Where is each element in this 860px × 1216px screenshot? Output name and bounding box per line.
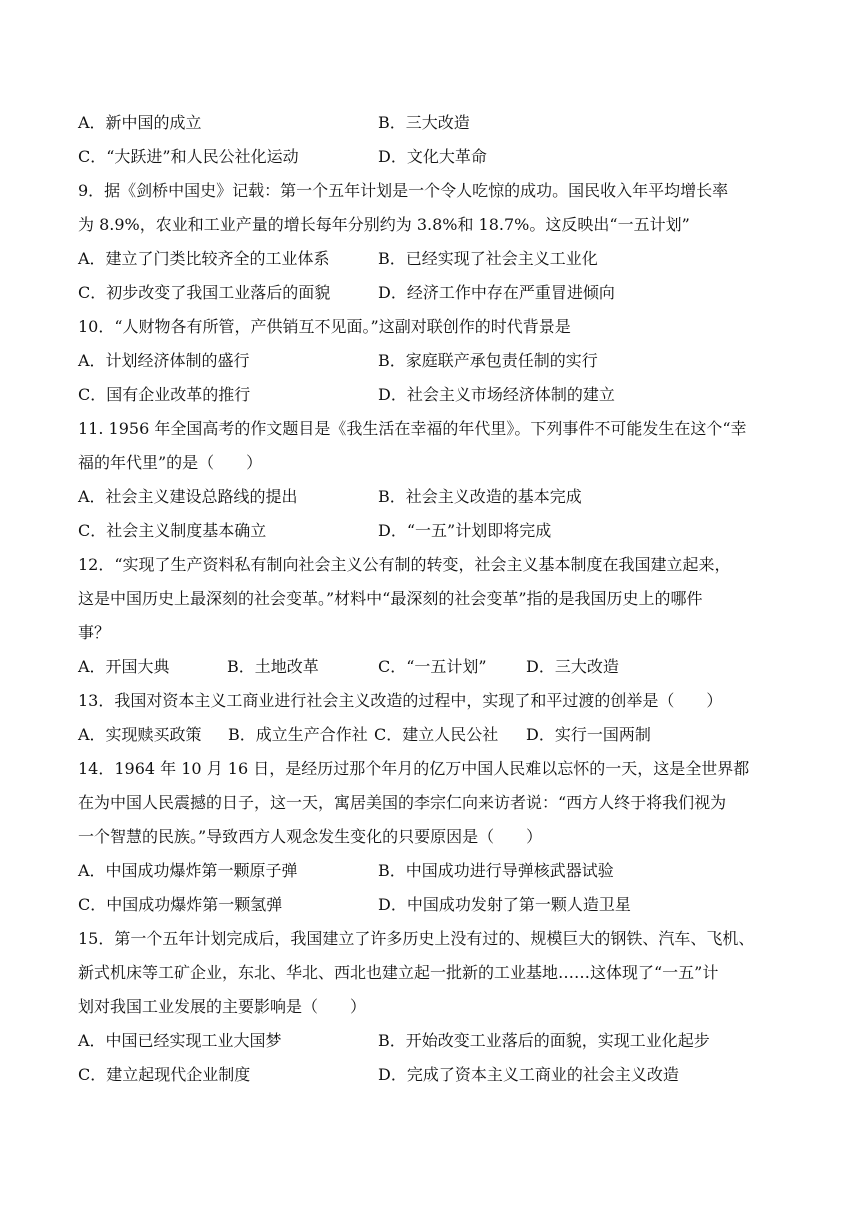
q11-option-c[interactable]: C．社会主义制度基本确立: [78, 521, 267, 540]
q10-options-row-2: [78, 378, 790, 412]
q14-stem-line-2: 在为中国人民震撼的日子，这一天，寓居美国的李宗仁向来访者说：“西方人终于将我们视为: [78, 793, 727, 812]
q11-option-b[interactable]: B．社会主义改造的基本完成: [378, 487, 582, 506]
q9-option-b[interactable]: B．已经实现了社会主义工业化: [378, 249, 598, 268]
q15-stem-line-3: 划对我国工业发展的主要影响是（ ）: [78, 997, 367, 1016]
q14-option-a[interactable]: A．中国成功爆炸第一颗原子弹: [78, 861, 298, 880]
q15-options-row-1: [78, 1024, 790, 1058]
q10-option-d[interactable]: D．社会主义市场经济体制的建立: [378, 385, 615, 404]
q15-stem-line-1: 15．第一个五年计划完成后，我国建立了许多历史上没有过的、规模巨大的钢铁、汽车、飞机、: [78, 929, 755, 948]
q9-options-row-2: [78, 276, 790, 310]
q8-option-a[interactable]: A．新中国的成立: [78, 113, 202, 132]
q9-option-a[interactable]: A．建立了门类比较齐全的工业体系: [78, 249, 330, 268]
q15-option-d[interactable]: D．完成了资本主义工商业的社会主义改造: [378, 1065, 679, 1084]
q11-options-row-1: [78, 480, 790, 514]
q8-options-row-2: [78, 140, 790, 174]
q15-option-c[interactable]: C．建立起现代企业制度: [78, 1065, 251, 1084]
q8-option-d[interactable]: D．文化大革命: [378, 147, 487, 166]
q10-option-a[interactable]: A．计划经济体制的盛行: [78, 351, 250, 370]
q8-option-c[interactable]: C．“大跃进”和人民公社化运动: [78, 147, 299, 166]
q14-options-row-2: [78, 888, 790, 922]
q8-option-b[interactable]: B．三大改造: [378, 113, 470, 132]
q11-stem-line-2: 福的年代里”的是（ ）: [78, 453, 263, 472]
q12-options-row: [78, 650, 790, 684]
q14-stem-line-3: 一个智慧的民族。”导致西方人观念发生变化的只要原因是（ ）: [78, 827, 543, 846]
q12-stem-line-1: 12．“实现了生产资料私有制向社会主义公有制的转变，社会主义基本制度在我国建立起来，: [78, 555, 731, 574]
q14-option-b[interactable]: B．中国成功进行导弹核武器试验: [378, 861, 614, 880]
q12-option-b[interactable]: B．土地改革: [227, 657, 319, 676]
q12-option-c[interactable]: C．“一五计划”: [378, 657, 487, 676]
q10-option-b[interactable]: B．家庭联产承包责任制的实行: [378, 351, 598, 370]
q11-option-a[interactable]: A．社会主义建设总路线的提出: [78, 487, 298, 506]
q10-option-c[interactable]: C．国有企业改革的推行: [78, 385, 251, 404]
q13-option-a[interactable]: A．实现赎买政策: [78, 725, 202, 744]
q9-option-c[interactable]: C．初步改变了我国工业落后的面貌: [78, 283, 331, 302]
q10-stem-line-1: 10．“人财物各有所管，产供销互不见面。”这副对联创作的时代背景是: [78, 317, 571, 336]
exam-page: [78, 106, 790, 1092]
q9-option-d[interactable]: D．经济工作中存在严重冒进倾向: [378, 283, 615, 302]
q11-options-row-2: [78, 514, 790, 548]
q15-option-b[interactable]: B．开始改变工业落后的面貌，实现工业化起步: [378, 1031, 710, 1050]
q13-option-b[interactable]: B．成立生产合作社: [228, 725, 368, 744]
q13-option-d[interactable]: D．实行一国两制: [526, 725, 651, 744]
q13-option-c[interactable]: C．建立人民公社: [374, 725, 499, 744]
q14-option-c[interactable]: C．中国成功爆炸第一颗氢弹: [78, 895, 283, 914]
q12-stem-line-2: 这是中国历史上最深刻的社会变革。”材料中“最深刻的社会变革”指的是我国历史上的哪件: [78, 589, 703, 608]
q12-option-d[interactable]: D．三大改造: [526, 657, 619, 676]
q15-option-a[interactable]: A．中国已经实现工业大国梦: [78, 1031, 282, 1050]
q8-options-row-1: [78, 106, 790, 140]
q14-options-row-1: [78, 854, 790, 888]
q9-stem-line-2: 为 8.9%，农业和工业产量的增长每年分别约为 3.8%和 18.7%。这反映出“一五计划”: [78, 215, 690, 234]
q9-stem-line-1: 9．据《剑桥中国史》记载：第一个五年计划是一个令人吃惊的成功。国民收入年平均增长率: [78, 181, 729, 200]
q11-option-d[interactable]: D．“一五”计划即将完成: [378, 521, 552, 540]
q13-options-row: [78, 718, 790, 752]
q13-stem-line-1: 13．我国对资本主义工商业进行社会主义改造的过程中，实现了和平过渡的创举是（ ）: [78, 691, 723, 710]
q15-options-row-2: [78, 1058, 790, 1092]
q9-options-row-1: [78, 242, 790, 276]
q15-stem-line-2: 新式机床等工矿企业，东北、华北、西北也建立起一批新的工业基地……这体现了“一五”计: [78, 963, 719, 982]
q12-option-a[interactable]: A．开国大典: [78, 657, 170, 676]
q14-stem-line-1: 14．1964 年 10 月 16 日，是经历过那个年月的亿万中国人民难以忘怀的一天，这是全世界都: [78, 759, 750, 778]
q12-stem-line-3: 事？: [78, 623, 111, 642]
q10-options-row-1: [78, 344, 790, 378]
q11-stem-line-1: 11. 1956 年全国高考的作文题目是《我生活在幸福的年代里》。下列事件不可能发生在这个“幸: [78, 419, 747, 438]
q14-option-d[interactable]: D．中国成功发射了第一颗人造卫星: [378, 895, 631, 914]
